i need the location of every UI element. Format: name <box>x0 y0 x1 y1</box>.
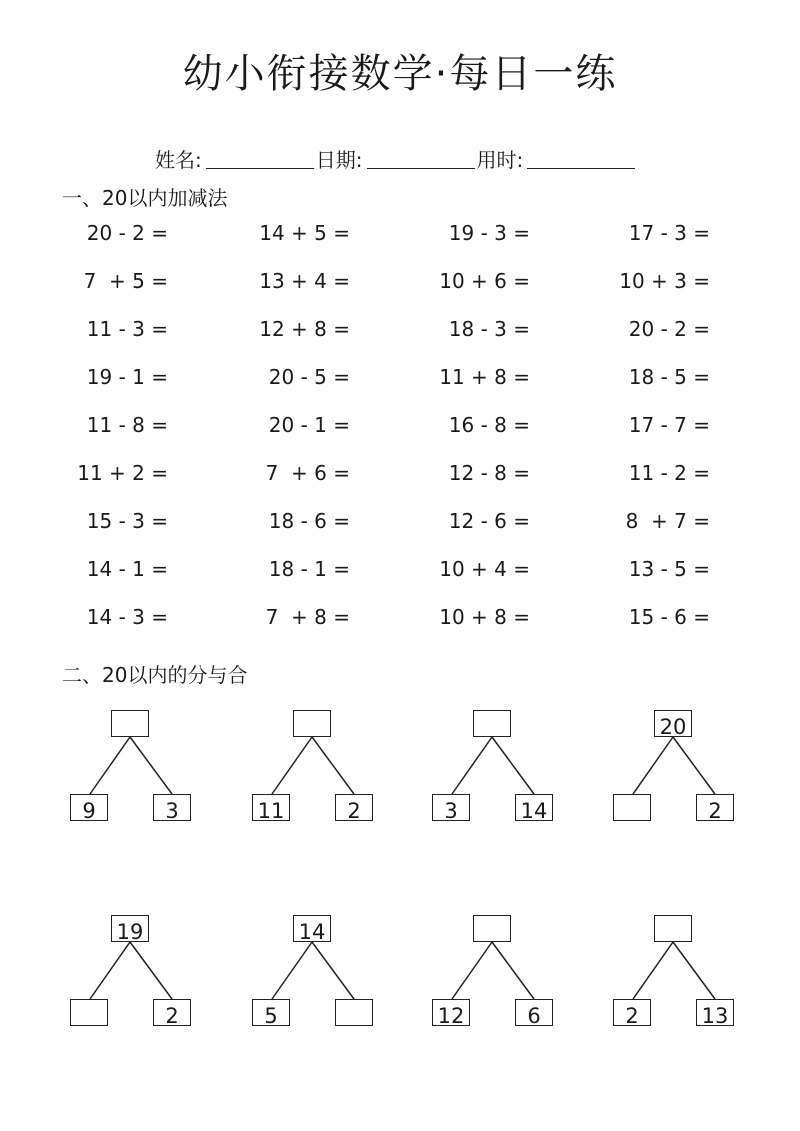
problem-row <box>0 317 800 365</box>
bond-right-box[interactable]: 14 <box>515 794 553 821</box>
problem: 14 + 5 = <box>259 221 350 245</box>
problem: 7 + 5 = <box>83 269 168 293</box>
problem-row <box>0 461 800 509</box>
number-bond <box>611 708 791 838</box>
bond-left-box[interactable] <box>613 794 651 821</box>
time-label: 用时: <box>476 148 524 172</box>
bond-right-box[interactable]: 2 <box>335 794 373 821</box>
problem: 15 - 3 = <box>86 509 168 533</box>
name-blank[interactable] <box>206 167 314 169</box>
problem: 10 + 8 = <box>439 605 530 629</box>
problem: 10 + 3 = <box>619 269 710 293</box>
problem: 19 - 1 = <box>86 365 168 389</box>
problem: 18 - 1 = <box>268 557 350 581</box>
problem: 11 - 8 = <box>86 413 168 437</box>
problem: 11 + 2 = <box>77 461 168 485</box>
bond-top-box[interactable] <box>293 710 331 737</box>
problem: 11 + 8 = <box>439 365 530 389</box>
problem-row <box>0 605 800 653</box>
bond-left-box[interactable]: 9 <box>70 794 108 821</box>
problem: 20 - 2 = <box>86 221 168 245</box>
bond-left-box[interactable]: 12 <box>432 999 470 1026</box>
bond-left-box[interactable]: 5 <box>252 999 290 1026</box>
problem: 20 - 1 = <box>268 413 350 437</box>
number-bond <box>68 708 248 838</box>
student-info-line <box>155 144 637 173</box>
problem: 18 - 6 = <box>268 509 350 533</box>
bond-top-box[interactable] <box>473 915 511 942</box>
problem: 20 - 2 = <box>628 317 710 341</box>
bond-top-box[interactable] <box>111 710 149 737</box>
problem: 7 + 8 = <box>265 605 350 629</box>
section-heading-decomposition: 二、20以内的分与合 <box>62 663 248 687</box>
number-bond <box>611 913 791 1043</box>
bond-top-box[interactable]: 20 <box>654 710 692 737</box>
problem: 14 - 3 = <box>86 605 168 629</box>
problem: 11 - 2 = <box>628 461 710 485</box>
arithmetic-grid <box>0 221 800 653</box>
problem: 13 + 4 = <box>259 269 350 293</box>
date-blank[interactable] <box>367 167 475 169</box>
problem: 14 - 1 = <box>86 557 168 581</box>
problem: 13 - 5 = <box>628 557 710 581</box>
problem: 12 - 8 = <box>448 461 530 485</box>
bond-right-box[interactable]: 2 <box>696 794 734 821</box>
number-bond <box>250 913 430 1043</box>
problem: 20 - 5 = <box>268 365 350 389</box>
problem: 18 - 3 = <box>448 317 530 341</box>
problem: 10 + 6 = <box>439 269 530 293</box>
bond-left-box[interactable]: 11 <box>252 794 290 821</box>
number-bond <box>68 913 248 1043</box>
bond-right-box[interactable]: 3 <box>153 794 191 821</box>
bond-right-box[interactable]: 6 <box>515 999 553 1026</box>
bond-left-box[interactable]: 2 <box>613 999 651 1026</box>
number-bond <box>430 708 610 838</box>
bond-top-box[interactable] <box>473 710 511 737</box>
problem-row <box>0 509 800 557</box>
bond-right-box[interactable] <box>335 999 373 1026</box>
problem-row <box>0 413 800 461</box>
problem: 11 - 3 = <box>86 317 168 341</box>
page-title: 幼小衔接数学·每日一练 <box>182 51 618 97</box>
name-label: 姓名: <box>155 148 202 172</box>
number-bond <box>430 913 610 1043</box>
problem: 17 - 3 = <box>628 221 710 245</box>
bond-left-box[interactable] <box>70 999 108 1026</box>
problem: 15 - 6 = <box>628 605 710 629</box>
problem-row <box>0 365 800 413</box>
problem: 16 - 8 = <box>448 413 530 437</box>
bond-top-box[interactable]: 19 <box>111 915 149 942</box>
problem: 8 + 7 = <box>625 509 710 533</box>
bond-right-box[interactable]: 13 <box>696 999 734 1026</box>
date-label: 日期: <box>315 148 363 172</box>
problem: 18 - 5 = <box>628 365 710 389</box>
problem: 19 - 3 = <box>448 221 530 245</box>
bond-right-box[interactable]: 2 <box>153 999 191 1026</box>
problem: 12 - 6 = <box>448 509 530 533</box>
problem: 7 + 6 = <box>265 461 350 485</box>
problem-row <box>0 221 800 269</box>
bond-top-box[interactable]: 14 <box>293 915 331 942</box>
bond-top-box[interactable] <box>654 915 692 942</box>
bond-left-box[interactable]: 3 <box>432 794 470 821</box>
problem: 17 - 7 = <box>628 413 710 437</box>
section-heading-arithmetic: 一、20以内加减法 <box>62 186 228 210</box>
problem: 12 + 8 = <box>259 317 350 341</box>
problem-row <box>0 269 800 317</box>
problem-row <box>0 557 800 605</box>
number-bond <box>250 708 430 838</box>
problem: 10 + 4 = <box>439 557 530 581</box>
time-blank[interactable] <box>527 167 635 169</box>
